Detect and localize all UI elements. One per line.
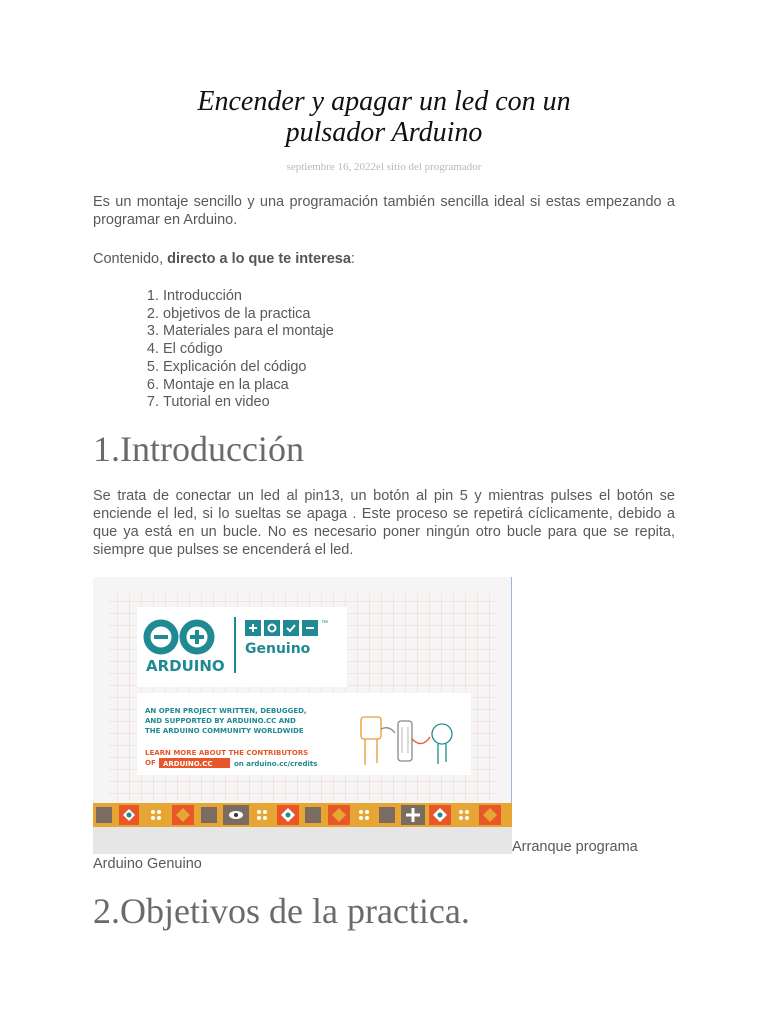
toc-item[interactable]: 3. Materiales para el montaje <box>163 323 334 341</box>
project-text-line-3: THE ARDUINO COMMUNITY WORLDWIDE <box>145 727 304 735</box>
contenido-bold: directo a lo que te interesa <box>167 251 351 267</box>
figure-caption-line-2: Arduino Genuino <box>93 856 202 872</box>
toc-item[interactable]: 6. Montaje en la placa <box>163 377 334 395</box>
figure-caption-line-1: Arranque programa <box>512 839 638 855</box>
decorative-tile-band <box>93 803 512 827</box>
toc-item[interactable]: 5. Explicación del código <box>163 359 334 377</box>
table-of-contents <box>93 288 334 412</box>
contenido-line <box>93 250 675 268</box>
arduino-splash-image <box>93 577 512 854</box>
arduino-cc-badge: ARDUINO.CC <box>163 760 213 768</box>
intro-paragraph: Es un montaje sencillo y una programación también sencilla ideal si estas empezando a programar en Arduino. <box>93 194 675 228</box>
section-heading-introduccion: 1.Introducción <box>93 429 304 469</box>
section-heading-objetivos: 2.Objetivos de la practica. <box>93 891 470 931</box>
credits-link-text: on arduino.cc/credits <box>234 760 318 768</box>
post-meta: septiembre 16, 2022el sitio del programador <box>286 161 482 173</box>
toc-item[interactable]: 4. El código <box>163 341 334 359</box>
toc-item[interactable]: 2. objetivos de la practica <box>163 306 334 324</box>
contenido-suffix: : <box>350 251 355 267</box>
document-title <box>93 86 675 148</box>
learn-text-line: LEARN MORE ABOUT THE CONTRIBUTORS <box>145 749 309 757</box>
trademark-mark: ™ <box>321 620 328 627</box>
arduino-wordmark: ARDUINO <box>146 657 225 675</box>
toc-item[interactable]: 1. Introducción <box>163 288 334 306</box>
section-1-paragraph: Se trata de conectar un led al pin13, un botón al pin 5 y mientras pulses el botón se enciende el led, si lo sueltas se apaga . Este proceso se repetirá cíclicamente, debido a que ya está en un bucle. No es necesario poner ningún otro bucle para que se repita, siempre que pulses se encenderá el led. <box>93 488 675 558</box>
project-text-line-1: AN OPEN PROJECT WRITTEN, DEBUGGED, <box>145 707 307 715</box>
title-line-2: pulsador Arduino <box>285 117 483 148</box>
learn-of-text: OF <box>145 759 156 767</box>
arduino-splash-svg <box>93 577 512 854</box>
project-text-line-2: AND SUPPORTED BY ARDUINO.CC AND <box>145 717 296 725</box>
toc-item[interactable]: 7. Tutorial en video <box>163 394 334 412</box>
genuino-wordmark: Genuino <box>245 641 311 657</box>
contenido-prefix: Contenido, <box>93 251 168 267</box>
title-line-1: Encender y apagar un led con un <box>197 86 571 117</box>
